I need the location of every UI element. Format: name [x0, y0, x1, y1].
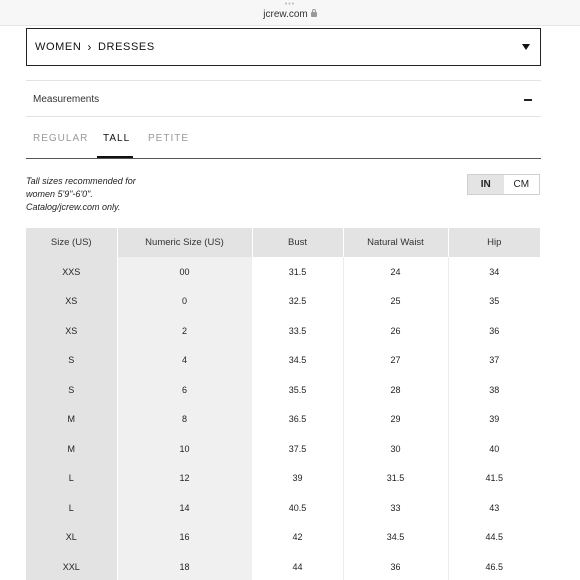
size-type-tabs [26, 128, 541, 159]
cell-numeric-size: 0 [117, 287, 252, 317]
cell-hip: 39 [489, 414, 500, 425]
cell-size: XXS [26, 257, 117, 287]
table-row [26, 493, 540, 523]
cell-size: L [26, 493, 117, 523]
table-row [26, 552, 540, 580]
column-header-numeric-size: Numeric Size (US) [117, 228, 252, 257]
cell-hip: 40 [489, 443, 500, 454]
table-row [26, 464, 540, 494]
browser-url[interactable] [0, 9, 580, 21]
unit-inches-button[interactable]: IN [468, 175, 504, 194]
table-row [26, 257, 540, 287]
cell-numeric-size: 10 [117, 434, 252, 464]
cell-bust: 35.5 [252, 375, 343, 405]
category-level1: WOMEN [35, 41, 82, 53]
column-header-natural-waist: Natural Waist [343, 228, 448, 257]
cell-numeric-size: 16 [117, 523, 252, 553]
cell-bust: 44 [252, 552, 343, 580]
cell-bust: 33.5 [252, 316, 343, 346]
cell-bust: 34.5 [252, 346, 343, 376]
note-line: Tall sizes recommended for [26, 176, 136, 186]
cell-bust: 32.5 [252, 287, 343, 317]
cell-hip: 34 [489, 266, 500, 277]
note-line: women 5'9"-6'0". [26, 189, 93, 199]
cell-size: XXL [26, 552, 117, 580]
cell-bust: 36.5 [252, 405, 343, 435]
cell-size: XL [26, 523, 117, 553]
cell-size: L [26, 464, 117, 494]
category-dropdown[interactable] [26, 28, 541, 66]
cell-natural-waist: 29 [343, 405, 448, 435]
tab-regular[interactable]: REGULAR [33, 133, 89, 144]
cell-natural-waist: 25 [343, 287, 448, 317]
unit-centimeters-button[interactable]: CM [513, 179, 530, 190]
url-text: jcrew.com [263, 9, 308, 20]
cell-numeric-size: 14 [117, 493, 252, 523]
chevron-right-icon: › [87, 40, 92, 54]
browser-handle-dots: ••• [284, 1, 296, 8]
size-chart-table [26, 228, 540, 580]
cell-size: M [26, 405, 117, 435]
cell-size: S [26, 375, 117, 405]
table-row [26, 287, 540, 317]
measurements-accordion-header[interactable] [26, 88, 541, 112]
section-divider [26, 80, 541, 81]
cell-hip: 38 [489, 384, 500, 395]
cell-bust: 40.5 [252, 493, 343, 523]
cell-size: M [26, 434, 117, 464]
tab-tall[interactable]: TALL [103, 133, 131, 144]
cell-numeric-size: 6 [117, 375, 252, 405]
active-tab-indicator [97, 156, 133, 158]
cell-bust: 37.5 [252, 434, 343, 464]
minus-icon[interactable] [524, 99, 532, 101]
category-level2: DRESSES [98, 41, 155, 53]
cell-bust: 42 [252, 523, 343, 553]
cell-hip: 44.5 [485, 532, 504, 543]
cell-numeric-size: 18 [117, 552, 252, 580]
cell-size: XS [26, 316, 117, 346]
cell-hip: 37 [489, 355, 500, 366]
cell-natural-waist: 31.5 [343, 464, 448, 494]
cell-numeric-size: 12 [117, 464, 252, 494]
cell-natural-waist: 24 [343, 257, 448, 287]
table-row [26, 316, 540, 346]
cell-natural-waist: 27 [343, 346, 448, 376]
cell-size: S [26, 346, 117, 376]
caret-down-icon [522, 44, 530, 50]
tab-petite[interactable]: PETITE [148, 133, 190, 144]
table-header-row [26, 228, 540, 257]
unit-toggle [467, 174, 540, 195]
column-header-hip: Hip [448, 228, 540, 257]
table-row [26, 523, 540, 553]
table-row [26, 375, 540, 405]
cell-hip: 43 [489, 502, 500, 513]
cell-natural-waist: 34.5 [343, 523, 448, 553]
table-row [26, 346, 540, 376]
cell-numeric-size: 2 [117, 316, 252, 346]
measurements-title: Measurements [33, 94, 100, 105]
cell-natural-waist: 30 [343, 434, 448, 464]
lock-icon [311, 12, 317, 17]
section-divider [26, 116, 541, 117]
cell-bust: 39 [252, 464, 343, 494]
cell-natural-waist: 28 [343, 375, 448, 405]
cell-size: XS [26, 287, 117, 317]
category-breadcrumb [35, 40, 155, 54]
cell-numeric-size: 4 [117, 346, 252, 376]
cell-hip: 41.5 [485, 473, 504, 484]
cell-hip: 36 [489, 325, 500, 336]
table-row [26, 405, 540, 435]
cell-bust: 31.5 [252, 257, 343, 287]
cell-numeric-size: 8 [117, 405, 252, 435]
cell-natural-waist: 36 [343, 552, 448, 580]
tall-size-note [26, 175, 196, 214]
table-row [26, 434, 540, 464]
column-header-bust: Bust [252, 228, 343, 257]
cell-natural-waist: 26 [343, 316, 448, 346]
cell-hip: 35 [489, 296, 500, 307]
cell-hip: 46.5 [485, 561, 504, 572]
column-header-size: Size (US) [26, 228, 117, 257]
note-line: Catalog/jcrew.com only. [26, 202, 121, 212]
cell-natural-waist: 33 [343, 493, 448, 523]
browser-address-bar[interactable] [0, 0, 580, 26]
cell-numeric-size: 00 [117, 257, 252, 287]
